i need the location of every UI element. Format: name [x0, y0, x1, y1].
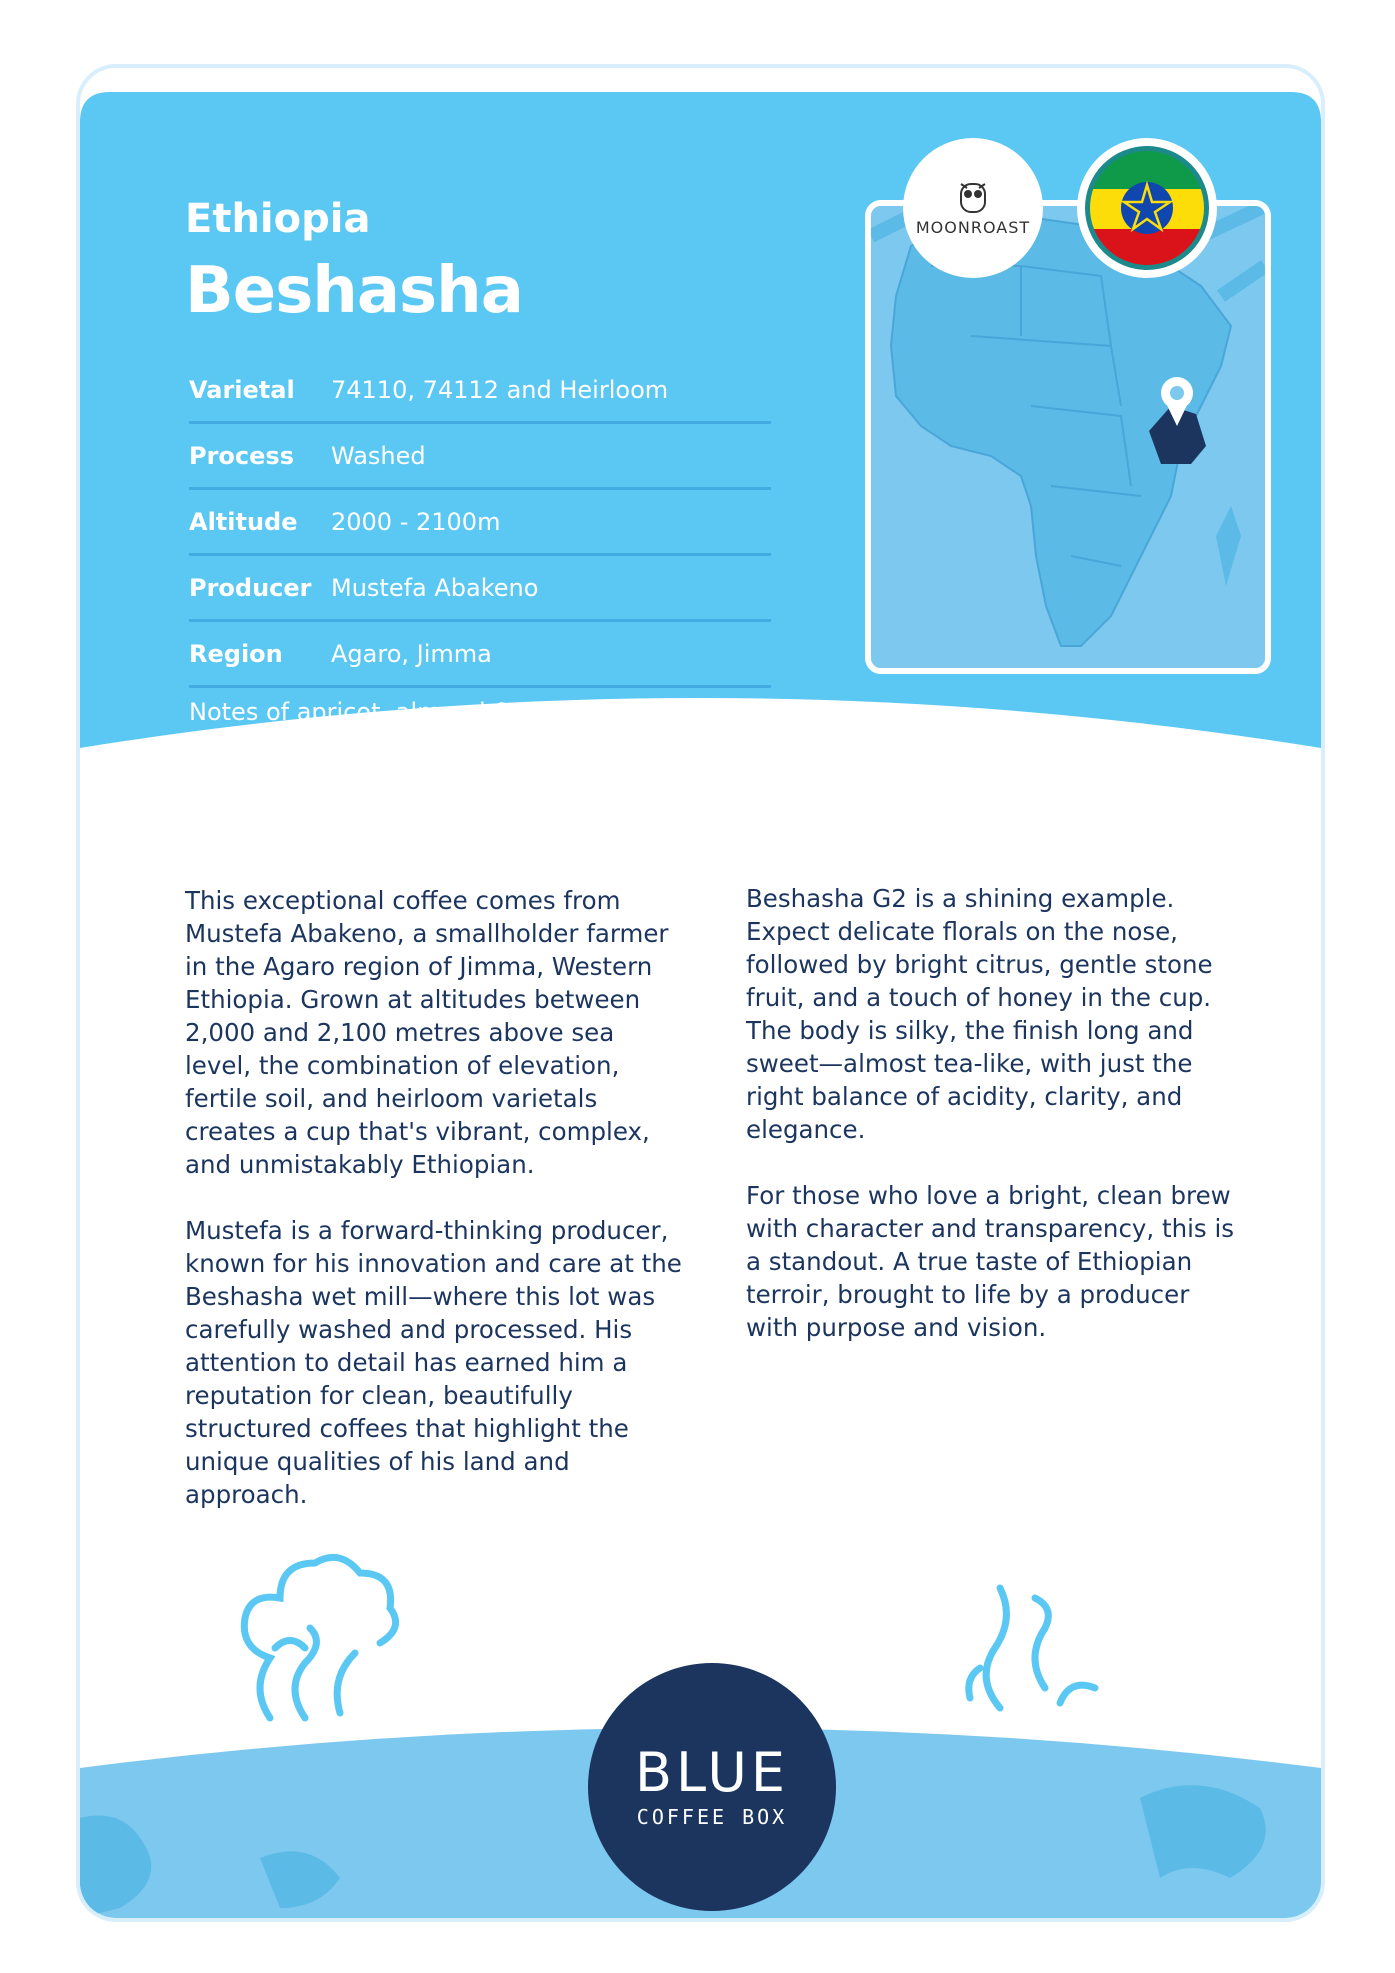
- spec-value: 2000 - 2100m: [331, 507, 501, 536]
- spec-row-producer: [189, 556, 771, 622]
- spec-label: Altitude: [189, 507, 298, 536]
- spec-row-altitude: [189, 490, 771, 556]
- spec-row-region: [189, 622, 771, 688]
- spec-label: Producer: [189, 573, 312, 602]
- brand-logo: [588, 1663, 836, 1911]
- steam-cloud-icon: [230, 1538, 410, 1728]
- spec-label: Varietal: [189, 375, 295, 404]
- spec-table: [189, 358, 771, 688]
- coffee-name: Beshasha: [185, 254, 523, 328]
- spec-label: Process: [189, 441, 294, 470]
- origin-country: Ethiopia: [185, 196, 371, 242]
- spec-row-varietal: [189, 358, 771, 424]
- origin-map: [865, 200, 1271, 674]
- spec-value: Mustefa Abakeno: [331, 573, 539, 602]
- description-paragraph: Beshasha G2 is a shining example. Expect delicate florals on the nose, followed by bright citrus, gentle stone fruit, and a touch of honey in the cup. The body is silky, the finish long and sweet—almost tea-like, with just the right balance of acidity, clarity, and elegance.: [746, 884, 1213, 1144]
- spec-value: 74110, 74112 and Heirloom: [331, 375, 669, 404]
- roaster-logo: [903, 138, 1043, 278]
- tasting-notes: Notes of apricot, almond & treacle: [189, 698, 603, 726]
- ethiopia-flag-icon: [1084, 145, 1210, 271]
- africa-map-icon: [871, 206, 1265, 668]
- spec-label: Region: [189, 639, 283, 668]
- description-column-right: [746, 882, 1246, 1377]
- brand-name: BLUE: [634, 1741, 790, 1804]
- description-paragraph: For those who love a bright, clean brew with character and transparency, this is a standout. A true taste of Ethiopian terroir, brought to life by a producer with purpose and vision.: [746, 1181, 1235, 1342]
- spec-value: Washed: [331, 441, 426, 470]
- brand-subtitle: COFFEE BOX: [636, 1805, 788, 1829]
- owl-icon: [957, 180, 989, 214]
- description-paragraph: Mustefa is a forward-thinking producer, known for his innovation and care at the Beshasha wet mill—where this lot was carefully washed and processed. His attention to detail has earned him a reputation for clean, beautifully structured coffees that highlight the unique qualities of his land and approach.: [185, 1216, 682, 1509]
- spec-row-process: [189, 424, 771, 490]
- flag-badge: [1077, 138, 1217, 278]
- description-paragraph: This exceptional coffee comes from Mustefa Abakeno, a smallholder farmer in the Agaro region of Jimma, Western Ethiopia. Grown at altitudes between 2,000 and 2,100 metres above sea level, the combination of elevation, fertile soil, and heirloom varietals creates a cup that's vibrant, complex, and unmistakably Ethiopian.: [185, 886, 669, 1179]
- product-card: [76, 64, 1325, 1922]
- roaster-name: MOONROAST: [915, 217, 1031, 237]
- description-column-left: [185, 884, 685, 1544]
- steam-swirl-icon: [960, 1568, 1120, 1718]
- spec-value: Agaro, Jimma: [331, 639, 492, 668]
